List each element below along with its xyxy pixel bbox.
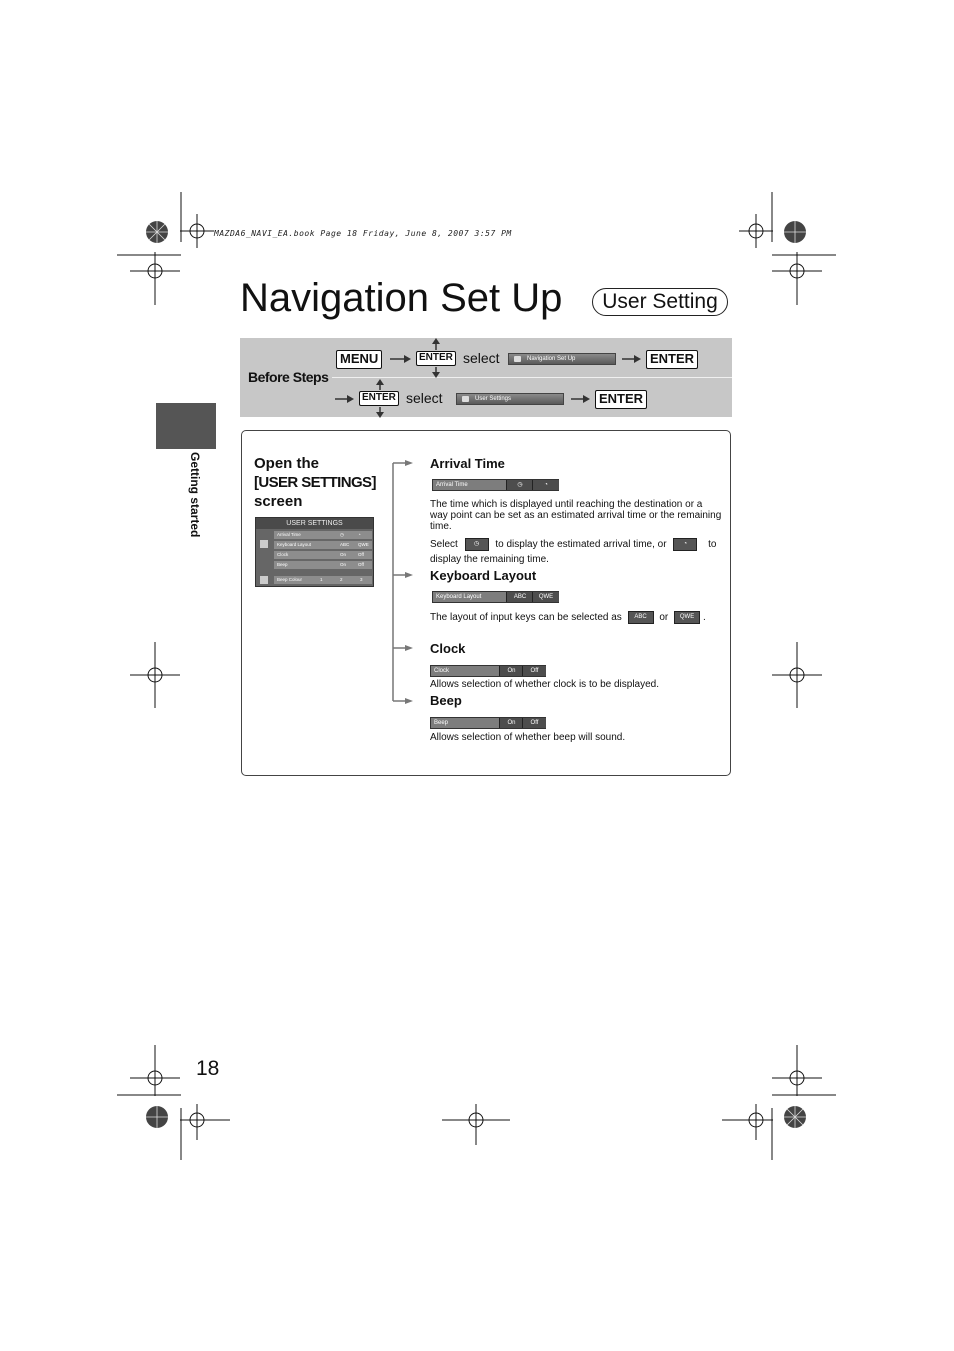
abc-inline: ABC bbox=[628, 611, 654, 624]
beep-bar: Beep On Off bbox=[430, 717, 546, 729]
select-text-row1: select bbox=[463, 350, 500, 366]
open-line-2: [USER SETTINGS] bbox=[254, 474, 376, 491]
keyboard-layout-heading: Keyboard Layout bbox=[430, 568, 537, 583]
open-line-3: screen bbox=[254, 493, 303, 510]
mini-row: Keyboard Layout ABC QWE bbox=[274, 541, 372, 549]
clock-icon: ◔ bbox=[673, 538, 697, 551]
mini-sidebar-icon bbox=[260, 576, 268, 584]
clock-icon: ◷ bbox=[465, 538, 489, 551]
before-steps-label: Before Steps bbox=[248, 369, 329, 385]
arrival-time-select-end: display the remaining time. bbox=[430, 554, 549, 565]
side-tab-marker bbox=[156, 403, 216, 449]
mini-screen-header: USER SETTINGS bbox=[256, 518, 373, 529]
section-badge: User Setting bbox=[592, 288, 728, 316]
clock-icon: ◷ bbox=[506, 480, 533, 490]
qwe-option: QWE bbox=[532, 592, 559, 602]
clock-icon: ◔ bbox=[532, 480, 559, 490]
page-number: 18 bbox=[196, 1057, 220, 1080]
page-title: Navigation Set Up bbox=[240, 276, 563, 320]
user-settings-screen-thumbnail bbox=[255, 517, 374, 587]
enter-key-row2: ENTER bbox=[359, 391, 399, 406]
mini-row: Beep Colour 1 2 3 bbox=[274, 576, 372, 584]
qwe-inline: QWE bbox=[674, 611, 700, 624]
clock-bar: Clock On Off bbox=[430, 665, 546, 677]
arrival-time-heading: Arrival Time bbox=[430, 456, 505, 471]
arrival-time-bar: Arrival Time ◷ ◔ bbox=[432, 479, 559, 491]
clock-icon: ◷ bbox=[340, 532, 344, 537]
abc-option: ABC bbox=[506, 592, 533, 602]
beep-heading: Beep bbox=[430, 693, 462, 708]
menu-key: MENU bbox=[336, 350, 382, 369]
beep-off-option: Off bbox=[522, 718, 546, 728]
enter-key-row2-final: ENTER bbox=[595, 390, 647, 409]
enter-key-row1: ENTER bbox=[416, 351, 456, 366]
mini-row: Beep On Off bbox=[274, 561, 372, 569]
user-settings-item: User Settings bbox=[456, 393, 564, 405]
mini-row: Clock On Off bbox=[274, 551, 372, 559]
open-line-1: Open the bbox=[254, 455, 320, 472]
beep-on-option: On bbox=[499, 718, 523, 728]
select-text-row2: select bbox=[406, 390, 443, 406]
side-tab-label: Getting started bbox=[188, 452, 202, 538]
file-info-line: MAZDA6_NAVI_EA.book Page 18 Friday, June 8, 2007 3:57 PM bbox=[214, 229, 512, 238]
mini-sidebar-icon bbox=[260, 540, 268, 548]
keyboard-layout-bar: Keyboard Layout ABC QWE bbox=[432, 591, 559, 603]
clock-on-option: On bbox=[499, 666, 523, 676]
clock-heading: Clock bbox=[430, 641, 466, 656]
wrench-icon bbox=[514, 356, 521, 362]
mini-row: Arrival Time ◷ ◔ bbox=[274, 531, 372, 539]
person-icon bbox=[462, 396, 469, 402]
enter-key-row1-final: ENTER bbox=[646, 350, 698, 369]
arrival-time-desc: The time which is displayed until reaching the destination or a way point can be set as an estimated arrival time or the remaining time. bbox=[430, 499, 722, 532]
clock-icon: ◔ bbox=[358, 532, 361, 537]
open-screen-heading bbox=[254, 454, 376, 511]
keyboard-layout-desc: The layout of input keys can be selected as ABC or QWE . bbox=[430, 612, 706, 624]
before-steps-divider bbox=[332, 377, 732, 378]
clock-desc: Allows selection of whether clock is to be displayed. bbox=[430, 679, 660, 690]
clock-off-option: Off bbox=[522, 666, 546, 676]
arrival-time-select-line: Select ◷ to display the estimated arrival time, or ◔ to bbox=[430, 539, 717, 551]
navigation-setup-item: Navigation Set Up bbox=[508, 353, 616, 365]
beep-desc: Allows selection of whether beep will sound. bbox=[430, 732, 626, 743]
